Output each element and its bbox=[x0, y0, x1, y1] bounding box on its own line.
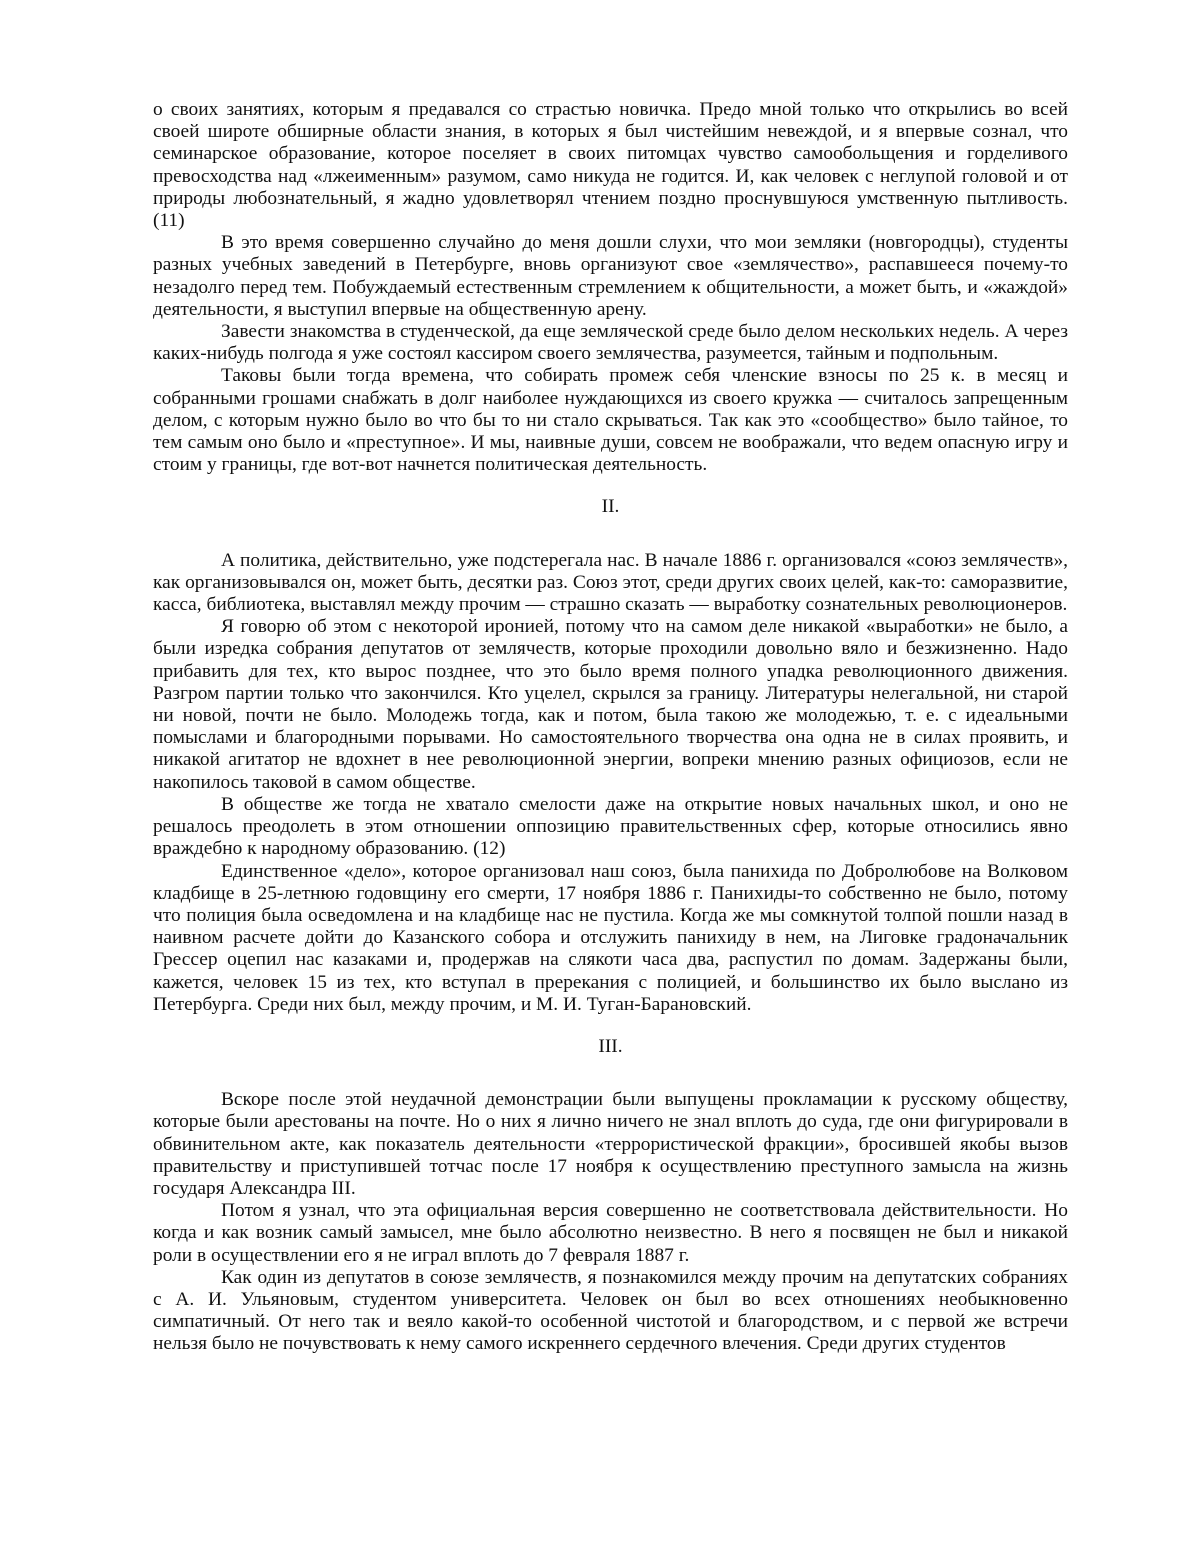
paragraph-10: Потом я узнал, что эта официальная версия совершенно не соответствовала действительности. Но когда и как возник самый замысел, мне было абсолютно неизвестно. В него я посвящен не был и никакой роли в осуществлении его я не играл вплоть до 7 февраля 1887 г. bbox=[153, 1200, 1068, 1266]
section-heading-3: III. bbox=[598, 1035, 623, 1057]
paragraph-4: Таковы были тогда времена, что собирать промеж себя членские взносы по 25 к. в месяц и собранными грошами снабжать в долг наиболее нуждающихся из своего кружка — считалось запрещенным делом, с которым нужно было во что бы то ни стало скрываться. Так как это «сообщество» было тайное, то тем самым оно было и «преступное». И мы, наивные души, совсем не воображали, что ведем опасную игру и стоим у границы, где вот-вот начнется политическая деятельность. bbox=[153, 365, 1068, 476]
paragraph-5: А политика, действительно, уже подстерегала нас. В начале 1886 г. организовался «союз землячеств», как организовывался он, может быть, десятки раз. Союз этот, среди других своих целей, как-то: саморазвитие, касса, библиотека, выставлял между прочим — страшно сказать — выработку сознательных революционеров. bbox=[153, 549, 1068, 616]
paragraph-2: В это время совершенно случайно до меня дошли слухи, что мои земляки (новгородцы), студенты разных учебных заведений в Петербурге, вновь организуют свое «землячество», распавшееся почему-то незадолго перед тем. Побуждаемый естественным стремлением к общительности, а может быть, и «жаждой» деятельности, я выступил впервые на общественную арену. bbox=[153, 232, 1068, 320]
paragraph-3: Завести знакомства в студенческой, да еще земляческой среде было делом нескольких недель. А через каких-нибудь полгода я уже состоял кассиром своего землячества, разумеется, тайным и подпольным. bbox=[153, 321, 1068, 365]
paragraph-8: Единственное «дело», которое организовал наш союз, была панихида по Добролюбове на Волковом кладбище в 25-летнюю годовщину его смерти, 17 ноября 1886 г. Панихиды-то собственно не было, потому что полиция была осведомлена и на кладбище нас не пустила. Когда же мы сомкнутой толпой пошли назад в наивном расчете дойти до Казанского собора и отслужить панихиду в нем, на Лиговке градоначальник Грессер оцепил нас казаками и, продержав на слякоти часа два, распустил по домам. Задержаны были, кажется, человек 15 из тех, кто вступал в пререкания с полицией, и большинство их было выслано из Петербурга. Среди них был, между прочим, и М. И. Туган-Барановский. bbox=[153, 860, 1068, 1015]
paragraph-11: Как один из депутатов в союзе землячеств, я познакомился между прочим на депутатских собраниях с А. И. Ульяновым, студентом университета. Человек он был во всех отношениях необыкновенно симпатичный. От него так и веяло какой-то особенной чистотой и благородством, и с первой же встречи нельзя было не почувствовать к нему самого искреннего сердечного влечения. Среди других студентов bbox=[153, 1266, 1068, 1355]
document-page bbox=[153, 99, 1068, 1356]
paragraph-1: о своих занятиях, которым я предавался со страстью новичка. Предо мной только что открылись во всей своей широте обширные области знания, в которых я был чистейшим невеждой, и я впервые сознал, что семинарское образование, которое поселяет в своих питомцах чувство самообольщения и горделивого превосходства над «лжеименным» разумом, само никуда не годится. И, как человек с неглупой головой и от природы любознательный, я жадно удовлетворял чтением поздно проснувшуюся умственную пытливость. (11) bbox=[153, 99, 1068, 232]
paragraph-7: В обществе же тогда не хватало смелости даже на открытие новых начальных школ, и оно не решалось преодолеть в этом отношении оппозицию правительственных сфер, которые относились явно враждебно к народному образованию. (12) bbox=[153, 793, 1068, 860]
paragraph-6: Я говорю об этом с некоторой иронией, потому что на самом деле никакой «выработки» не было, а были изредка собрания депутатов от землячеств, которые проходили довольно вяло и безжизненно. Надо прибавить для тех, кто вырос позднее, что это было время полного упадка революционного движения. Разгром партии только что закончился. Кто уцелел, скрылся за границу. Литературы нелегальной, ни старой ни новой, почти не было. Молодежь тогда, как и потом, была такою же молодежью, т. е. с идеальными помыслами и благородными порывами. Но самостоятельного творчества она одна не в силах проявить, и никакой агитатор не вдохнет в нее революционной энергии, вопреки мнению разных официозов, если не накопилось таковой в самом обществе. bbox=[153, 616, 1068, 793]
section-heading-2: II. bbox=[601, 496, 620, 518]
paragraph-9: Вскоре после этой неудачной демонстрации были выпущены прокламации к русскому обществу, которые были арестованы на почте. Но о них я лично ничего не знал вплоть до суда, где они фигурировали в обвинительном акте, как показатель деятельности «террористической фракции», бросившей якобы вызов правительству и приступившей тотчас после 17 ноября к осуществлению преступного замысла на жизнь государя Александра III. bbox=[153, 1089, 1068, 1199]
